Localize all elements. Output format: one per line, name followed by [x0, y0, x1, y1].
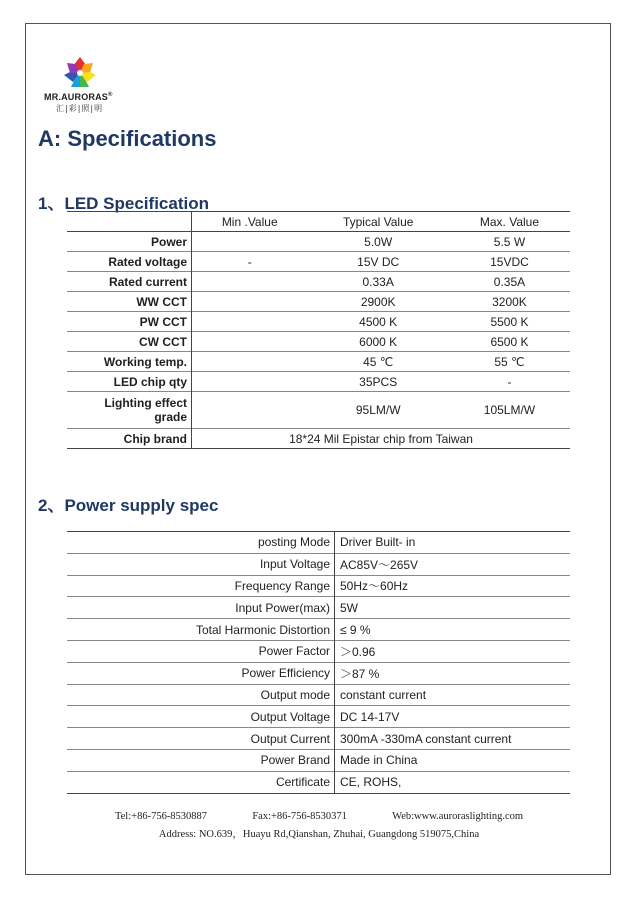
typical-value: 6000 K — [359, 334, 398, 349]
footer-web: Web:www.auroraslighting.com — [392, 811, 524, 822]
column-header: Max. Value — [449, 212, 570, 232]
typical-value: 15V DC — [357, 254, 400, 269]
spec-key: Output Voltage — [67, 706, 335, 728]
typical-value: 5.0W — [364, 234, 393, 249]
row-label: CW CCT — [67, 332, 192, 352]
table-row — [67, 429, 570, 449]
row-label: Chip brand — [67, 429, 192, 449]
spec-key: Certificate — [67, 771, 335, 793]
power-section-heading: 2、Power supply spec — [38, 496, 219, 515]
table-row — [67, 619, 570, 641]
spec-key: Power Brand — [67, 749, 335, 771]
footer-address: Address: NO.639，Huayu Rd,Qianshan, Zhuhai, Guangdong 519075,China — [158, 829, 480, 840]
spec-value: DC 14-17V — [340, 709, 400, 724]
min-value — [192, 312, 308, 332]
typical-value: 4500 K — [359, 314, 398, 329]
min-value — [192, 292, 308, 312]
table-row — [67, 640, 570, 662]
typical-value: 2900K — [360, 294, 396, 309]
table-header-row — [67, 212, 570, 232]
footer-contact-line — [0, 811, 638, 822]
spec-key: Input Power(max) — [67, 597, 335, 619]
row-label: Rated voltage — [67, 252, 192, 272]
table-row — [67, 771, 570, 793]
spec-value: 5W — [340, 600, 358, 615]
page-title: A: Specifications — [38, 126, 217, 151]
max-value: 0.35A — [493, 274, 526, 289]
max-value: 55 ℃ — [494, 354, 525, 369]
table-row — [67, 372, 570, 392]
table-row — [67, 232, 570, 252]
table-row — [67, 532, 570, 554]
table-row — [67, 392, 570, 429]
logo-wordmark: MR.AURORAS® — [44, 92, 113, 102]
min-value — [192, 232, 308, 252]
min-value — [192, 372, 308, 392]
spec-key: Output mode — [67, 684, 335, 706]
max-value: 5.5 W — [493, 234, 526, 249]
max-value: 3200K — [492, 294, 527, 309]
empty-header-cell — [67, 212, 192, 232]
spec-key: Input Voltage — [67, 553, 335, 575]
row-label: LED chip qty — [67, 372, 192, 392]
min-value: - — [247, 254, 252, 269]
table-row — [67, 749, 570, 771]
logo-subtitle: 汇|彩|照|明 — [56, 104, 104, 113]
spec-value: constant current — [340, 687, 427, 702]
spec-value: ＞87 % — [340, 666, 380, 681]
spec-value: Made in China — [340, 753, 418, 768]
company-logo — [44, 56, 124, 116]
table-row — [67, 597, 570, 619]
spec-key: Total Harmonic Distortion — [67, 619, 335, 641]
table-row — [67, 728, 570, 750]
max-value: 105LM/W — [483, 403, 536, 417]
table-row — [67, 312, 570, 332]
footer-tel: Tel:+86-756-8530887 — [114, 811, 208, 822]
spec-value: AC85V～265V — [340, 557, 419, 572]
typical-value: 95LM/W — [355, 403, 401, 417]
max-value: - — [507, 374, 512, 389]
spec-key: Frequency Range — [67, 575, 335, 597]
spec-key: Power Factor — [67, 640, 335, 662]
table-row — [67, 272, 570, 292]
min-value — [192, 392, 308, 429]
table-row — [67, 553, 570, 575]
led-section-heading: 1、LED Specification — [38, 194, 209, 213]
chip-brand-value: 18*24 Mil Epistar chip from Taiwan — [289, 431, 473, 446]
min-value — [192, 272, 308, 292]
table-row — [67, 706, 570, 728]
max-value: 5500 K — [490, 314, 529, 329]
spec-value: Driver Built- in — [340, 535, 416, 550]
spec-value: ＞0.96 — [340, 644, 376, 659]
row-label: Rated current — [67, 272, 192, 292]
led-spec-table — [67, 211, 570, 449]
typical-value: 35PCS — [359, 374, 398, 389]
row-label: Lighting effect grade — [67, 392, 192, 429]
power-supply-table — [67, 531, 570, 794]
table-row — [67, 352, 570, 372]
spec-key: Output Current — [67, 728, 335, 750]
row-label: Power — [67, 232, 192, 252]
table-row — [67, 575, 570, 597]
spec-value: 50Hz～60Hz — [340, 579, 409, 594]
row-label: WW CCT — [67, 292, 192, 312]
row-label: Working temp. — [67, 352, 192, 372]
table-row — [67, 684, 570, 706]
table-row — [67, 662, 570, 684]
spec-value: 300mA -330mA constant current — [340, 731, 512, 746]
spec-value: ≤ 9 % — [340, 622, 371, 637]
typical-value: 45 ℃ — [363, 354, 394, 369]
column-header: Min .Value — [192, 212, 308, 232]
max-value: 6500 K — [490, 334, 529, 349]
min-value — [192, 332, 308, 352]
table-row — [67, 252, 570, 272]
table-row — [67, 332, 570, 352]
spec-value: CE, ROHS, — [340, 775, 402, 790]
column-header: Typical Value — [307, 212, 449, 232]
row-label: PW CCT — [67, 312, 192, 332]
typical-value: 0.33A — [362, 274, 394, 289]
spec-key: posting Mode — [67, 532, 335, 554]
max-value: 15VDC — [490, 254, 529, 269]
table-row — [67, 292, 570, 312]
logo-mark-icon — [60, 56, 100, 92]
footer-fax: Fax:+86-756-8530371 — [252, 811, 347, 822]
spec-key: Power Efficiency — [67, 662, 335, 684]
min-value — [192, 352, 308, 372]
